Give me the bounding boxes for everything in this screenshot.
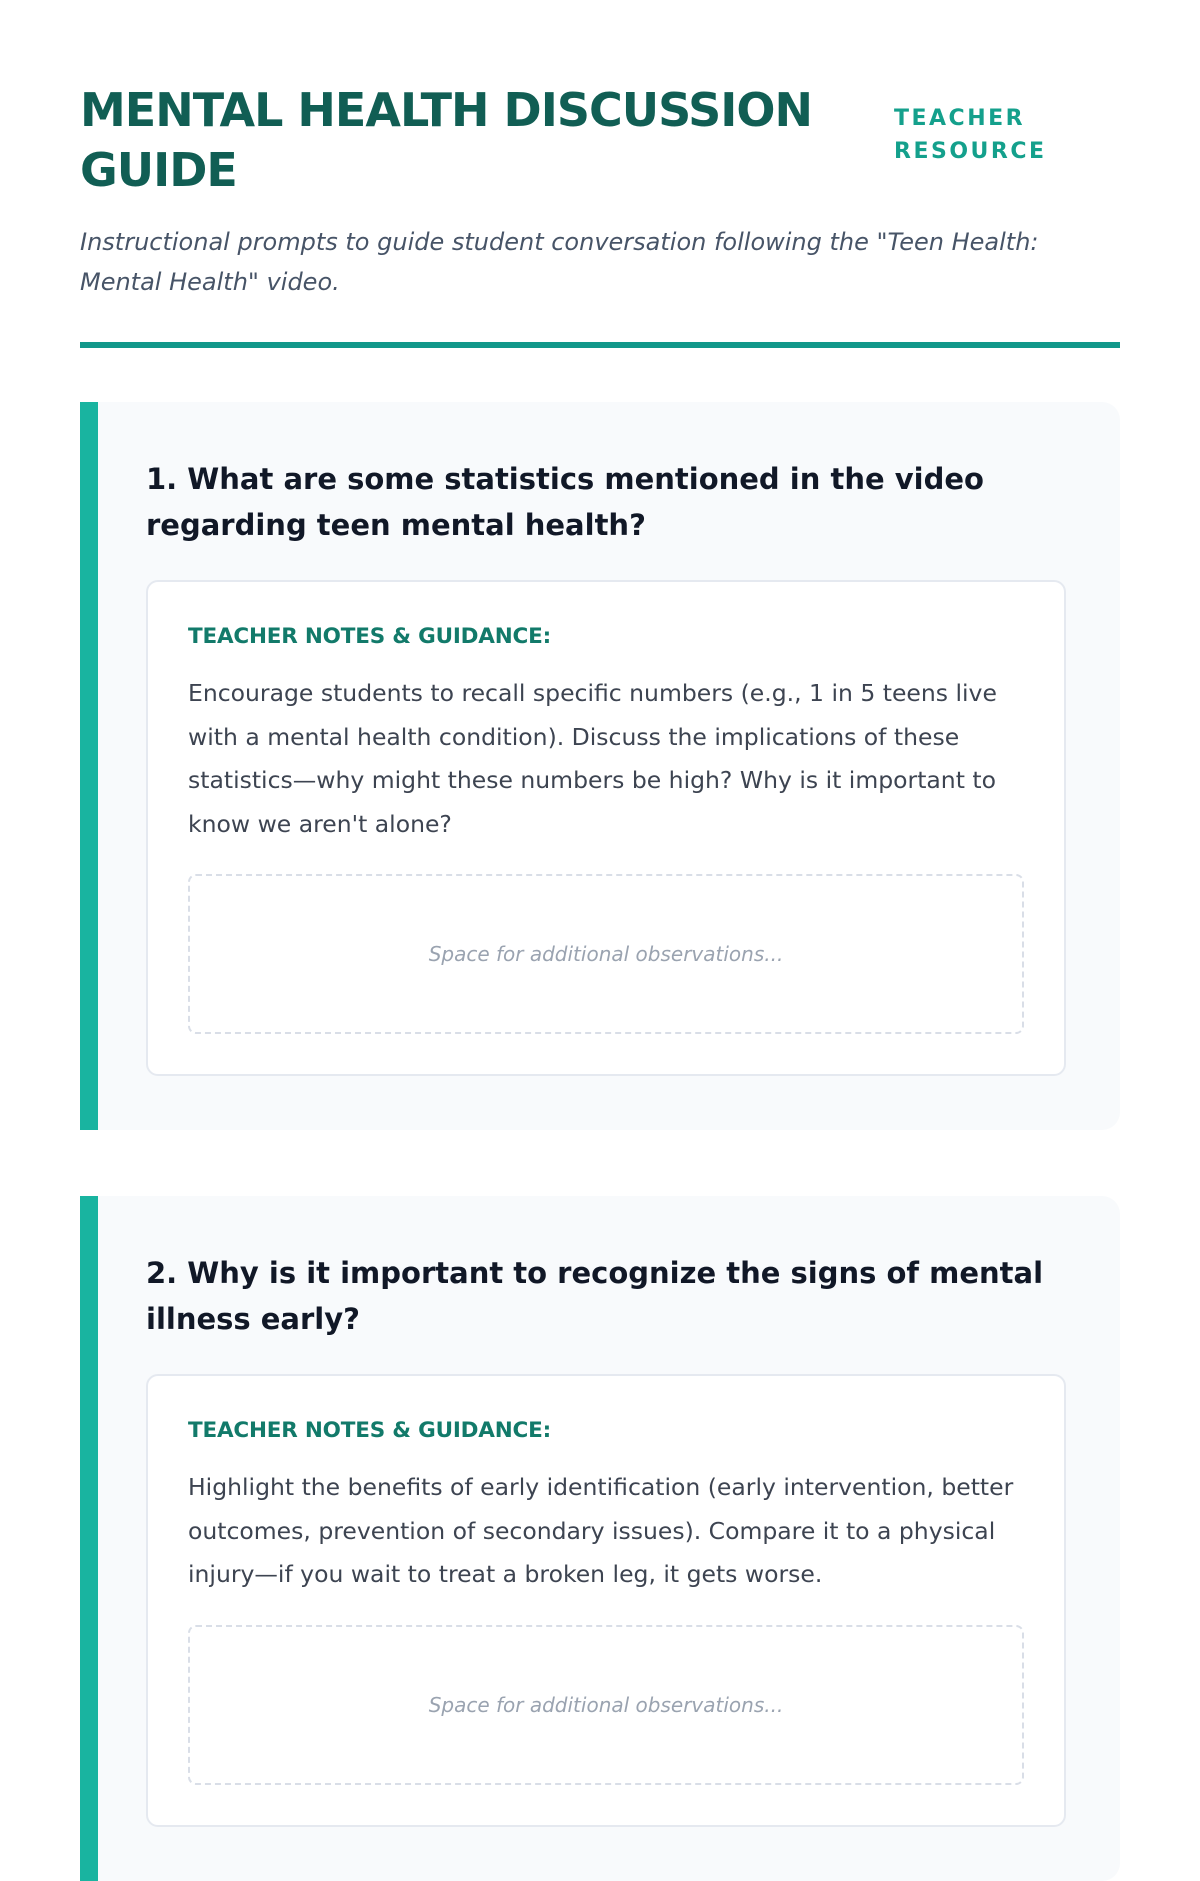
page-title: MENTAL HEALTH DISCUSSION GUIDE [80,83,812,197]
card-accent-bar [80,402,98,1130]
card-accent-bar [80,1196,98,1881]
page-subtitle: Instructional prompts to guide student conversation following the "Teen Health: Mental Health" video. [80,228,1039,296]
teacher-notes-box [146,580,1066,1076]
question-card-1 [80,402,1120,1130]
header-divider [80,342,1120,348]
teacher-notes-text: Encourage students to recall specific numbers (e.g., 1 in 5 teens live with a mental health condition). Discuss the implications of these statistics—why might these numbers be high? Why is it important to know we aren't alone? [188,679,997,838]
observation-area[interactable]: Space for additional observations... [188,1625,1024,1785]
page-header [80,80,1120,200]
teacher-notes-text: Highlight the benefits of early identification (early intervention, better outcomes, prevention of secondary issues). Compare it to a physical injury—if you wait to treat a broken leg, it gets worse. [188,1473,1014,1588]
teacher-notes-box [146,1374,1066,1827]
teacher-resource-badge: TEACHER RESOURCE [894,106,1047,164]
question-text: 2. Why is it important to recognize the signs of mental illness early? [146,1256,1044,1336]
teacher-notes-heading: TEACHER NOTES & GUIDANCE: [188,1418,551,1443]
question-card-2 [80,1196,1120,1881]
question-text: 1. What are some statistics mentioned in the video regarding teen mental health? [146,462,984,542]
teacher-notes-heading: TEACHER NOTES & GUIDANCE: [188,624,551,649]
observation-area[interactable]: Space for additional observations... [188,874,1024,1034]
